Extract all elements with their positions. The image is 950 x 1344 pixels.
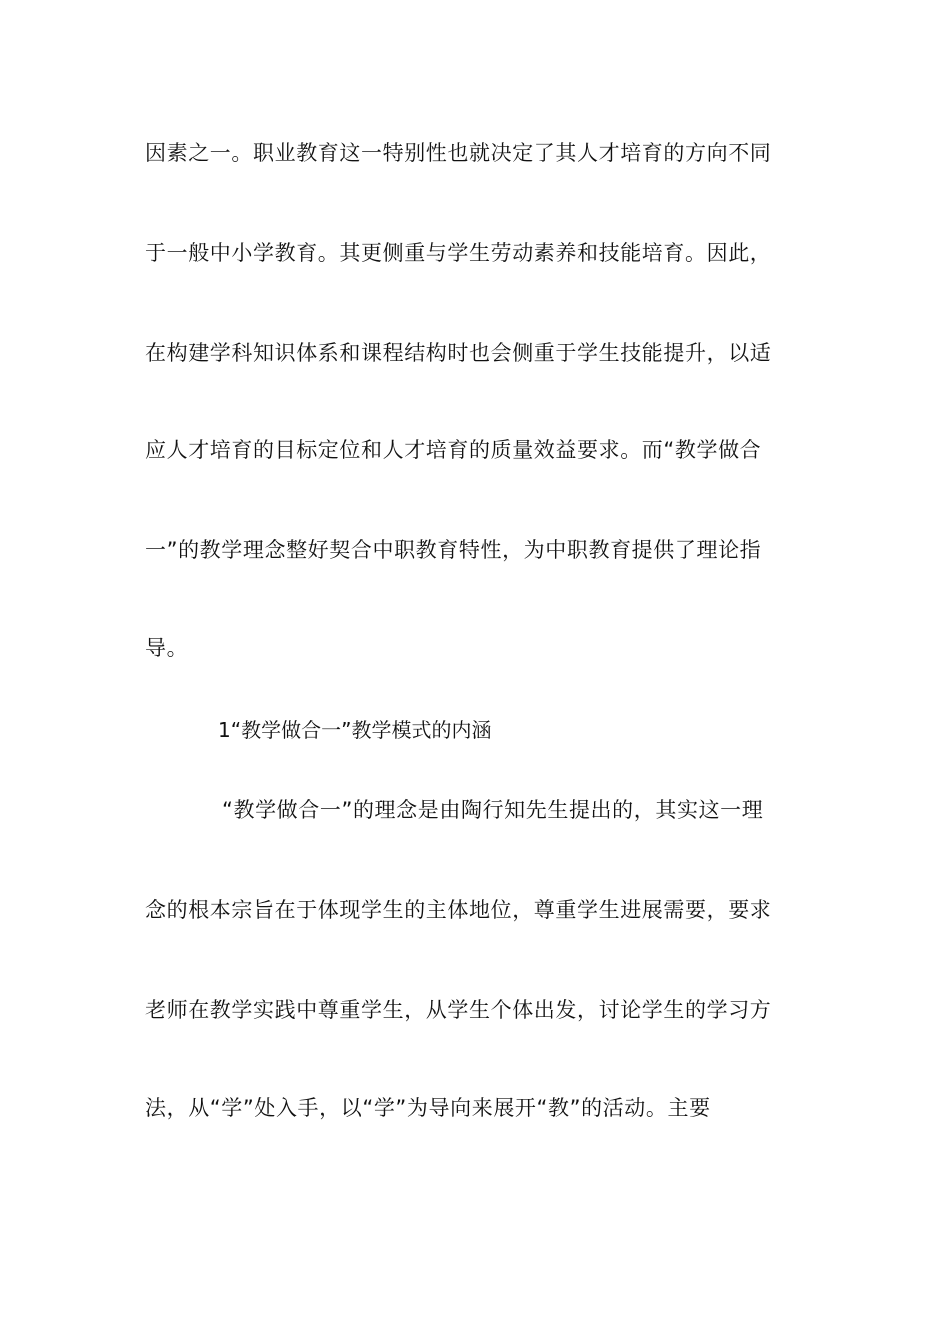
text-line: 一”的教学理念整好契合中职教育特性，为中职教育提供了理论指 xyxy=(145,538,762,562)
text-line: “教学做合一”的理念是由陶行知先生提出的，其实这一理 xyxy=(222,798,764,822)
text-line: 导。 xyxy=(145,636,189,660)
text-line: 在构建学科知识体系和课程结构时也会侧重于学生技能提升，以适 xyxy=(145,341,772,365)
text-line: 法，从“学”处入手，以“学”为导向来展开“教”的活动。主要 xyxy=(145,1096,711,1120)
text-line: 于一般中小学教育。其更侧重与学生劳动素养和技能培育。因此， xyxy=(145,241,772,265)
text-line: 因素之一。职业教育这一特别性也就决定了其人才培育的方向不同 xyxy=(145,141,772,165)
text-line: 念的根本宗旨在于体现学生的主体地位，尊重学生进展需要，要求 xyxy=(145,898,772,922)
text-line: 老师在教学实践中尊重学生，从学生个体出发，讨论学生的学习方 xyxy=(145,998,772,1022)
text-line: 应人才培育的目标定位和人才培育的质量效益要求。而“教学做合 xyxy=(145,438,762,462)
section-heading: 1“教学做合一”教学模式的内涵 xyxy=(218,718,492,742)
